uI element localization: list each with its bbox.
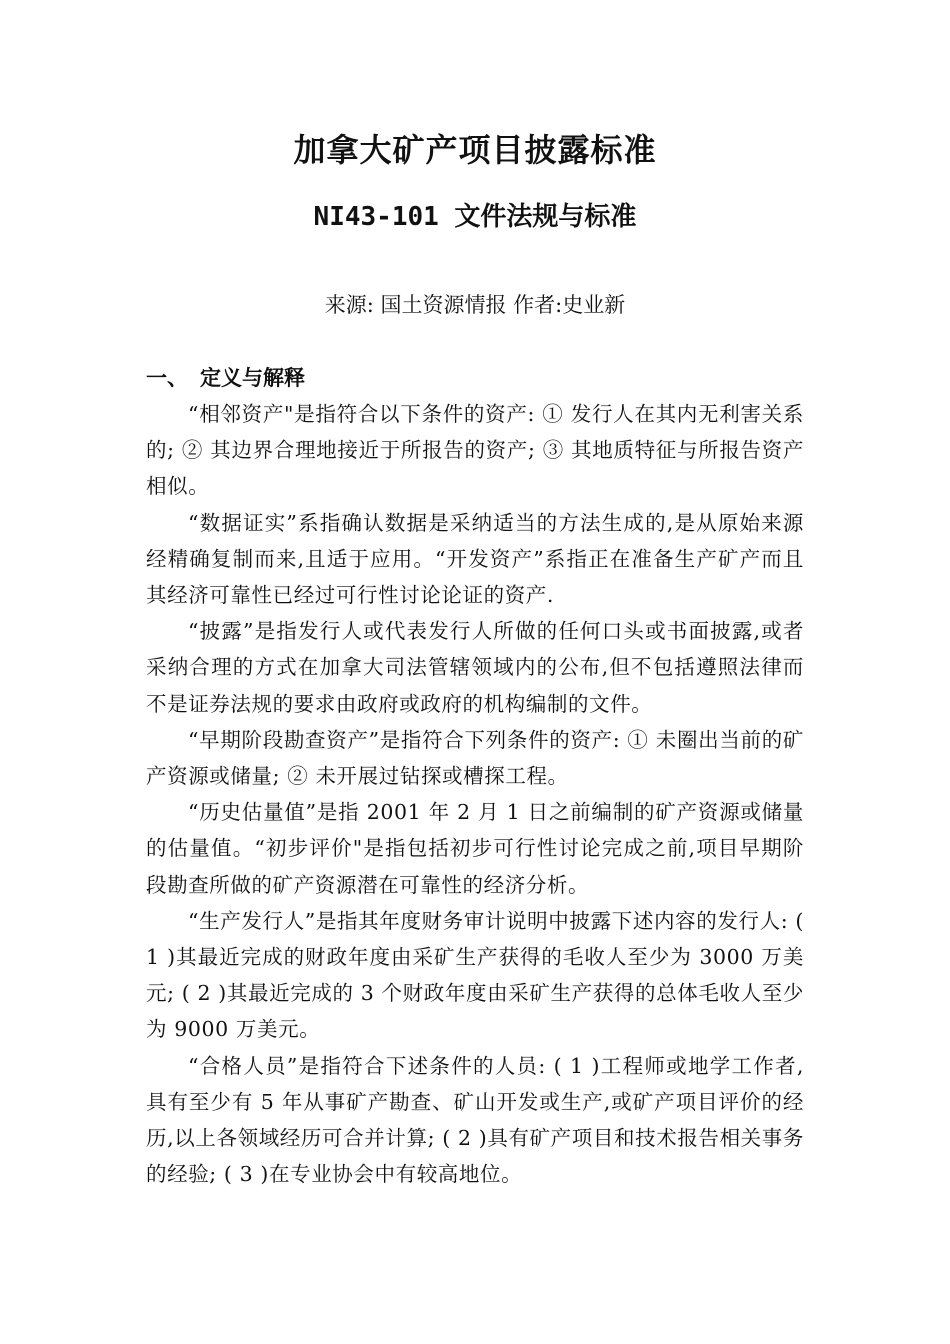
paragraph-qualified-person: “合格人员”是指符合下述条件的人员: ( 1 )工程师或地学工作者,具有至少有 5 年从事矿产勘查、矿山开发或生产,或矿产项目评价的经历,以上各领域经历可合并计算; ( 2 )具有矿产项目和技术报告相关事务的经验; ( 3 )在专业协会中有较高地位。	[146, 1053, 804, 1187]
source-line: 来源: 国土资源情报 作者:史业新	[324, 293, 626, 317]
document-title: 加拿大矿产项目披露标准	[293, 131, 657, 169]
paragraph-disclosure: “披露”是指发行人或代表发行人所做的任何口头或书面披露,或者采纳合理的方式在加拿大司法管辖领域内的公布,但不包括遵照法律而不是证券法规的要求由政府或政府的机构编制的文件。	[146, 619, 804, 716]
paragraph-early-stage-property: “早期阶段勘查资产”是指符合下列条件的资产: ① 未圈出当前的矿产资源或储量; ② 未开展过钻探或槽探工程。	[146, 727, 804, 789]
section-heading	[146, 360, 305, 396]
section-number: 一、	[146, 366, 188, 390]
paragraph-historical-estimate: “历史估量值”是指 2001 年 2 月 1 日之前编制的矿产资源或储量的估量值。“初步评价"是指包括初步可行性讨论完成之前,项目早期阶段勘查所做的矿产资源潜在可靠性的经济分析。	[146, 800, 804, 897]
paragraph-producing-issuer: “生产发行人”是指其年度财务审计说明中披露下述内容的发行人: ( 1 )其最近完成的财政年度由采矿生产获得的毛收人至少为 3000 万美元; ( 2 )其最近完成的 3 个财政年度由采矿生产获得的总体毛收人至少为 9000 万美元。	[146, 908, 804, 1042]
section-body	[146, 396, 804, 1192]
document-subtitle: NI43-101 文件法规与标准	[313, 202, 637, 232]
paragraph-data-verification: “数据证实”系指确认数据是采纳适当的方法生成的,是从原始来源经精确复制而来,且适于应用。“开发资产”系指正在准备生产矿产而且其经济可靠性已经过可行性讨论论证的资产.	[146, 510, 804, 608]
paragraph-adjacent-property: “相邻资产"是指符合以下条件的资产: ① 发行人在其内无利害关系的; ② 其边界合理地接近于所报告的资产; ③ 其地质特征与所报告资产相似。	[146, 402, 804, 499]
section-title: 定义与解释	[200, 366, 305, 390]
